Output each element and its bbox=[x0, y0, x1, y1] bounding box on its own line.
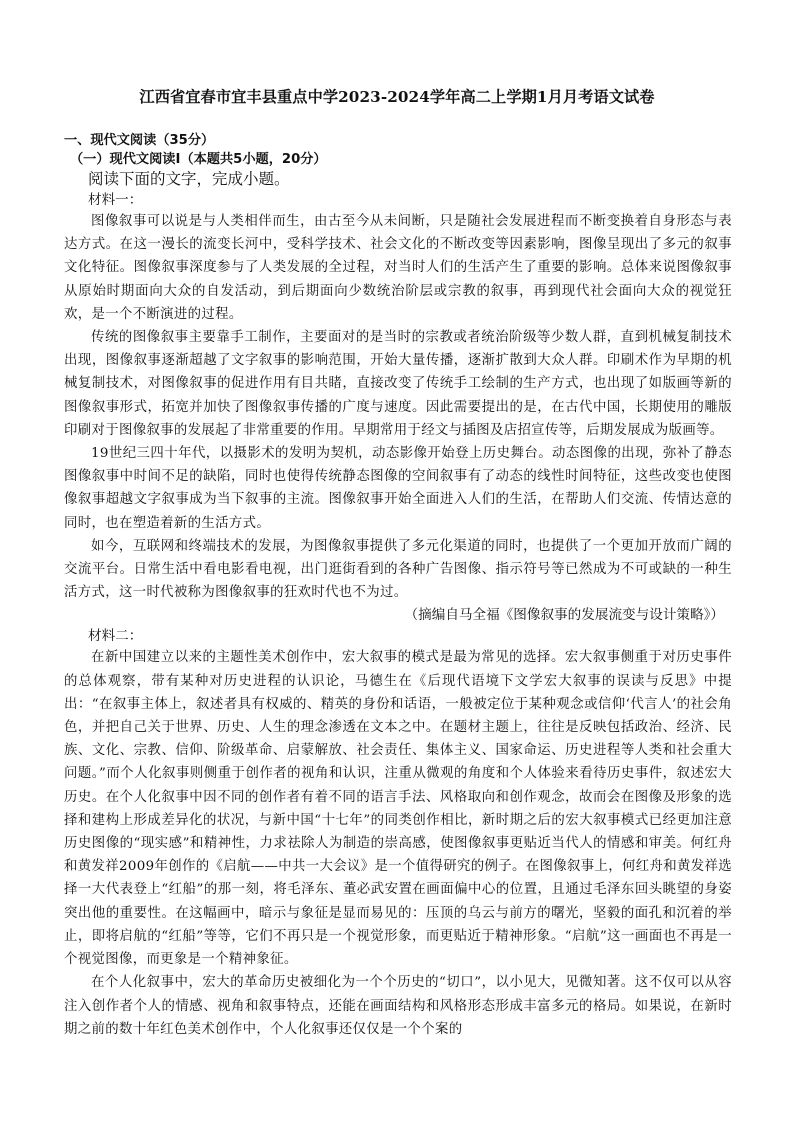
material-one-paragraph: 传统的图像叙事主要靠手工制作，主要面对的是当时的宗教或者统治阶级等少数人群，直到机械复制技术出现，图像叙事逐渐超越了文字叙事的影响范围，开始大量传播，逐渐扩散到大众人群。印刷术作为早期的机械复制技术，对图像叙事的促进作用有目共睹，直接改变了传统手工绘制的生产方式，也出现了如版画等新的图像叙事形式，拓宽并加快了图像叙事传播的广度与速度。因此需要提出的是，在古代中国，长期使用的雕版印刷对于图像叙事的发展起了非常重要的作用。早期常用于经文与插图及店招宣传等，后期发展成为版画等。 bbox=[64, 330, 732, 438]
material-one-paragraph: 如今，互联网和终端技术的发展，为图像叙事提供了多元化渠道的同时，也提供了一个更加开放而广阔的交流平台。日常生活中看电影看电视，出门逛街看到的各种广告图像、指示符号等已然成为不可或缺的一种生活方式，这一时代被称为图像叙事的狂欢时代也不为过。 bbox=[64, 538, 732, 601]
reading-instruction: 阅读下面的文字，完成小题。 bbox=[88, 170, 290, 188]
material-two-paragraph: 在新中国建立以来的主题性美术创作中，宏大叙事的模式是最为常见的选择。宏大叙事侧重于对历史事件的总体观察，带有某种对历史进程的认识论，马德生在《后现代语境下文学宏大叙事的误读与反思》中提出：“在叙事主体上，叙述者具有权威的、精英的身份和话语，一般被定位于某种观念或信仰‘代言人’的社会角色，并把自己关于世界、历史、人生的理念渗透在文本之中。在题材主题上，往往是反映包括政治、经济、民族、文化、宗教、信仰、阶级革命、启蒙解放、社会责任、集体主义、国家命运、历史进程等人类和社会重大问题。”而个人化叙事则侧重于创作者的视角和认识，注重从微观的角度和个人体验来看待历史事件，叙述宏大历史。在个人化叙事中因不同的创作者有着不同的语言手法、风格取向和创作观念，故而会在图像及形象的选择和建构上形成差异化的状况，与新中国“十七年”的同类创作相比，新时期之后的宏大叙事模式已经更加注意历史图像的“现实感”和精神性，力求祛除人为制造的崇高感，使图像叙事更贴近当代人的情感和审美。何红舟和黄发祥2009年创作的《启航——中共一大会议》是一个值得研究的例子。在图像叙事上，何红舟和黄发祥选择一大代表登上“红船”的那一刻，将毛泽东、董必武安置在画面偏中心的位置，且通过毛泽东回头眺望的身姿突出他的重要性。在这幅画中，暗示与象征是显而易见的：压顶的乌云与前方的曙光，坚毅的面孔和沉着的举止，即将启航的“红船”等等，它们不再只是一个视觉形象，而更贴近于精神形象。“启航”这一画面也不再是一个视觉图像，而更象是一个精神象征。 bbox=[64, 650, 732, 968]
material-one-source: （摘编自马全福《图像叙事的发展流变与设计策略》） bbox=[404, 607, 724, 624]
material-one-label: 材料一： bbox=[88, 192, 143, 208]
material-two-label: 材料二： bbox=[88, 628, 143, 645]
material-one-paragraph: 19世纪三四十年代，以摄影术的发明为契机，动态影像开始登上历史舞台。动态图像的出现，弥补了静态图像叙事中时间不足的缺陷，同时也使得传统静态图像的空间叙事有了动态的线性时间特征，这些改变也使图像叙事超越文字叙事成为当下叙事的主流。图像叙事开始全面进入人们的生活，在帮助人们交流、传情达意的同时，也在塑造着新的生活方式。 bbox=[64, 446, 732, 531]
exam-title: 江西省宜春市宜丰县重点中学2023-2024学年高二上学期1月月考语文试卷 bbox=[139, 88, 655, 106]
subsection-heading: （一）现代文阅读Ⅰ（本题共5小题，20分） bbox=[70, 152, 327, 167]
material-one-paragraph: 图像叙事可以说是与人类相伴而生，由古至今从未间断，只是随社会发展进程而不断变换着自身形态与表达方式。在这一漫长的流变长河中，受科学技术、社会文化的不断改变等因素影响，图像呈现出了多元的叙事文化特征。图像叙事深度参与了人类发展的全过程，对当时人们的生活产生了重要的影响。总体来说图像叙事从原始时期面向大众的自发活动，到后期面向少数统治阶层或宗教的叙事，再到现代社会面向大众的视觉狂欢，是一个不断演进的过程。 bbox=[64, 214, 732, 322]
section-heading: 一、现代文阅读（35分） bbox=[64, 133, 215, 148]
material-two-paragraph: 在个人化叙事中，宏大的革命历史被细化为一个个历史的“切口”，以小见大，见微知著。这不仅可以从容注入创作者个人的情感、视角和叙事特点，还能在画面结构和风格形态形成丰富多元的格局。如果说，在新时期之前的数十年红色美术创作中，个人化叙事还仅仅是一个个案的 bbox=[64, 975, 732, 1037]
exam-body bbox=[64, 131, 732, 1041]
